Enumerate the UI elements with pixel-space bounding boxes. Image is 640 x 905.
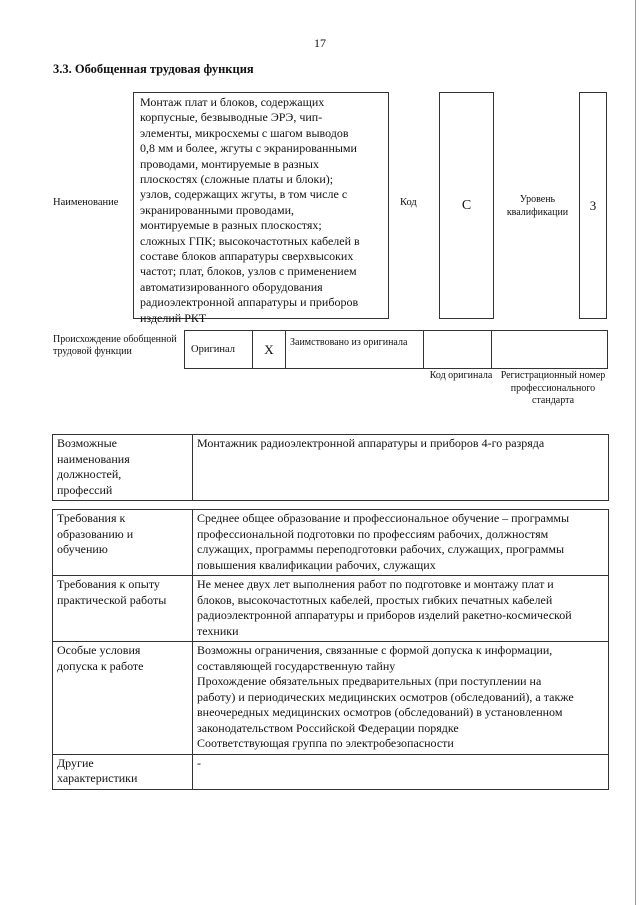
function-name-line: монтируемые в разных плоскостях;	[140, 218, 322, 233]
label-line: Требования к опыту	[57, 577, 160, 591]
borrowed-label: Заимствовано из оригинала	[286, 331, 424, 368]
function-name-line: 0,8 мм и более, жгуты с экранированными	[140, 141, 357, 156]
experience-requirements-label	[53, 576, 193, 642]
function-name-line: радиоэлектронной аппаратуры и приборов	[140, 295, 359, 310]
value-line: внеочередных медицинских осмотров (обследований) в установленном	[197, 705, 563, 719]
function-name-line: корпусные, безвыводные ЭРЭ, чип-	[140, 110, 323, 125]
value-line: Прохождение обязательных предварительных (при поступлении на	[197, 674, 542, 688]
education-requirements-value	[193, 510, 609, 576]
page-number: 17	[314, 36, 326, 50]
function-name-line: изделий РКТ	[140, 310, 207, 325]
label-line: должностей,	[57, 467, 122, 481]
table-row	[53, 435, 609, 501]
value-line: Не менее двух лет выполнения работ по подготовке и монтажу плат и	[197, 577, 554, 591]
requirements-table	[52, 509, 609, 790]
function-name-line: автоматизированного оборудования	[140, 279, 323, 294]
registration-number-cell	[492, 331, 607, 368]
table-row	[53, 754, 609, 789]
page-edge-line	[635, 0, 636, 905]
table-row	[53, 642, 609, 755]
label-line: наименования	[57, 451, 130, 466]
function-name-line: экранированными проводами,	[140, 202, 295, 217]
label-line: Другие	[57, 755, 94, 770]
table-row	[53, 576, 609, 642]
value-line: Возможны ограничения, связанные с формой допуска к информации,	[197, 643, 553, 657]
value-line: служащих, программы переподготовки рабочих, служащих, программы	[197, 542, 565, 556]
function-name-line: частот; плат, блоков, узлов с применением	[140, 264, 357, 279]
admission-conditions-label	[53, 642, 193, 755]
label-line: обучению	[57, 542, 108, 556]
value-line: блоков, высокочастотных кабелей, простых гибких печатных кабелей	[197, 592, 553, 607]
function-name-line: Монтаж плат и блоков, содержащих	[140, 95, 325, 109]
table-row	[53, 510, 609, 576]
function-name-line: составе блоков аппаратуры сверхвысоких	[140, 249, 354, 264]
positions-table	[52, 434, 609, 501]
value-line: -	[197, 755, 201, 770]
label-line: Возможные	[57, 436, 117, 450]
experience-requirements-value	[193, 576, 609, 642]
education-requirements-label	[53, 510, 193, 576]
name-label: Наименование	[53, 197, 119, 208]
original-label: Оригинал	[185, 331, 253, 368]
function-name-line: сложных ГПК; высокочастотных кабелей в	[140, 233, 360, 248]
function-name-box	[133, 92, 389, 325]
value-line: составляющей государственную тайну	[197, 658, 396, 673]
original-code-caption: Код оригинала	[429, 370, 493, 381]
label-line: образованию и	[57, 526, 134, 541]
code-value: C	[439, 92, 494, 319]
label-line: практической работы	[57, 592, 167, 607]
value-line: Соответствующая группа по электробезопасности	[197, 736, 454, 750]
other-characteristics-label	[53, 754, 193, 789]
positions-value: Монтажник радиоэлектронной аппаратуры и приборов 4-го разряда	[193, 435, 609, 501]
origin-row	[184, 330, 608, 369]
function-name-line: проводами, монтируемые в разных	[140, 156, 319, 171]
function-name-line: плоскостях (сложные платы и блоки);	[140, 172, 334, 187]
value-line: радиоэлектронной аппаратуры и приборов изделий ракетно-космической	[197, 608, 572, 622]
value-line: повышения квалификации рабочих, служащих	[197, 557, 436, 572]
origin-label: Происхождение обобщенной трудовой функции	[53, 334, 177, 357]
section-heading: 3.3. Обобщенная трудовая функция	[53, 62, 254, 76]
registration-number-caption: Регистрационный номер профессионального стандарта	[500, 370, 606, 406]
positions-label	[53, 435, 193, 501]
qualification-level-value: 3	[579, 92, 607, 319]
function-name-line: узлов, содержащих жгуты, в том числе с	[140, 187, 348, 202]
label-line: профессий	[57, 482, 113, 497]
value-line: техники	[197, 623, 239, 638]
function-name-line: элементы, микросхемы с шагом выводов	[140, 125, 349, 140]
admission-conditions-value	[193, 642, 609, 755]
value-line: законодательством Российской Федерации порядке	[197, 720, 459, 735]
code-label: Код	[400, 197, 417, 208]
value-line: профессиональной подготовки по профессиям рабочих, должностям	[197, 526, 549, 541]
value-line: Среднее общее образование и профессиональное обучение – программы	[197, 511, 570, 525]
value-line: работу) и периодических медицинских осмотров (обследований), а также	[197, 689, 574, 704]
other-characteristics-value	[193, 754, 609, 789]
label-line: допуска к работе	[57, 658, 144, 673]
label-line: Особые условия	[57, 643, 141, 657]
qualification-level-label: Уровень квалификации	[506, 194, 569, 218]
original-mark: X	[253, 331, 286, 368]
label-line: Требования к	[57, 511, 126, 525]
label-line: характеристики	[57, 771, 138, 785]
original-code-cell	[424, 331, 492, 368]
